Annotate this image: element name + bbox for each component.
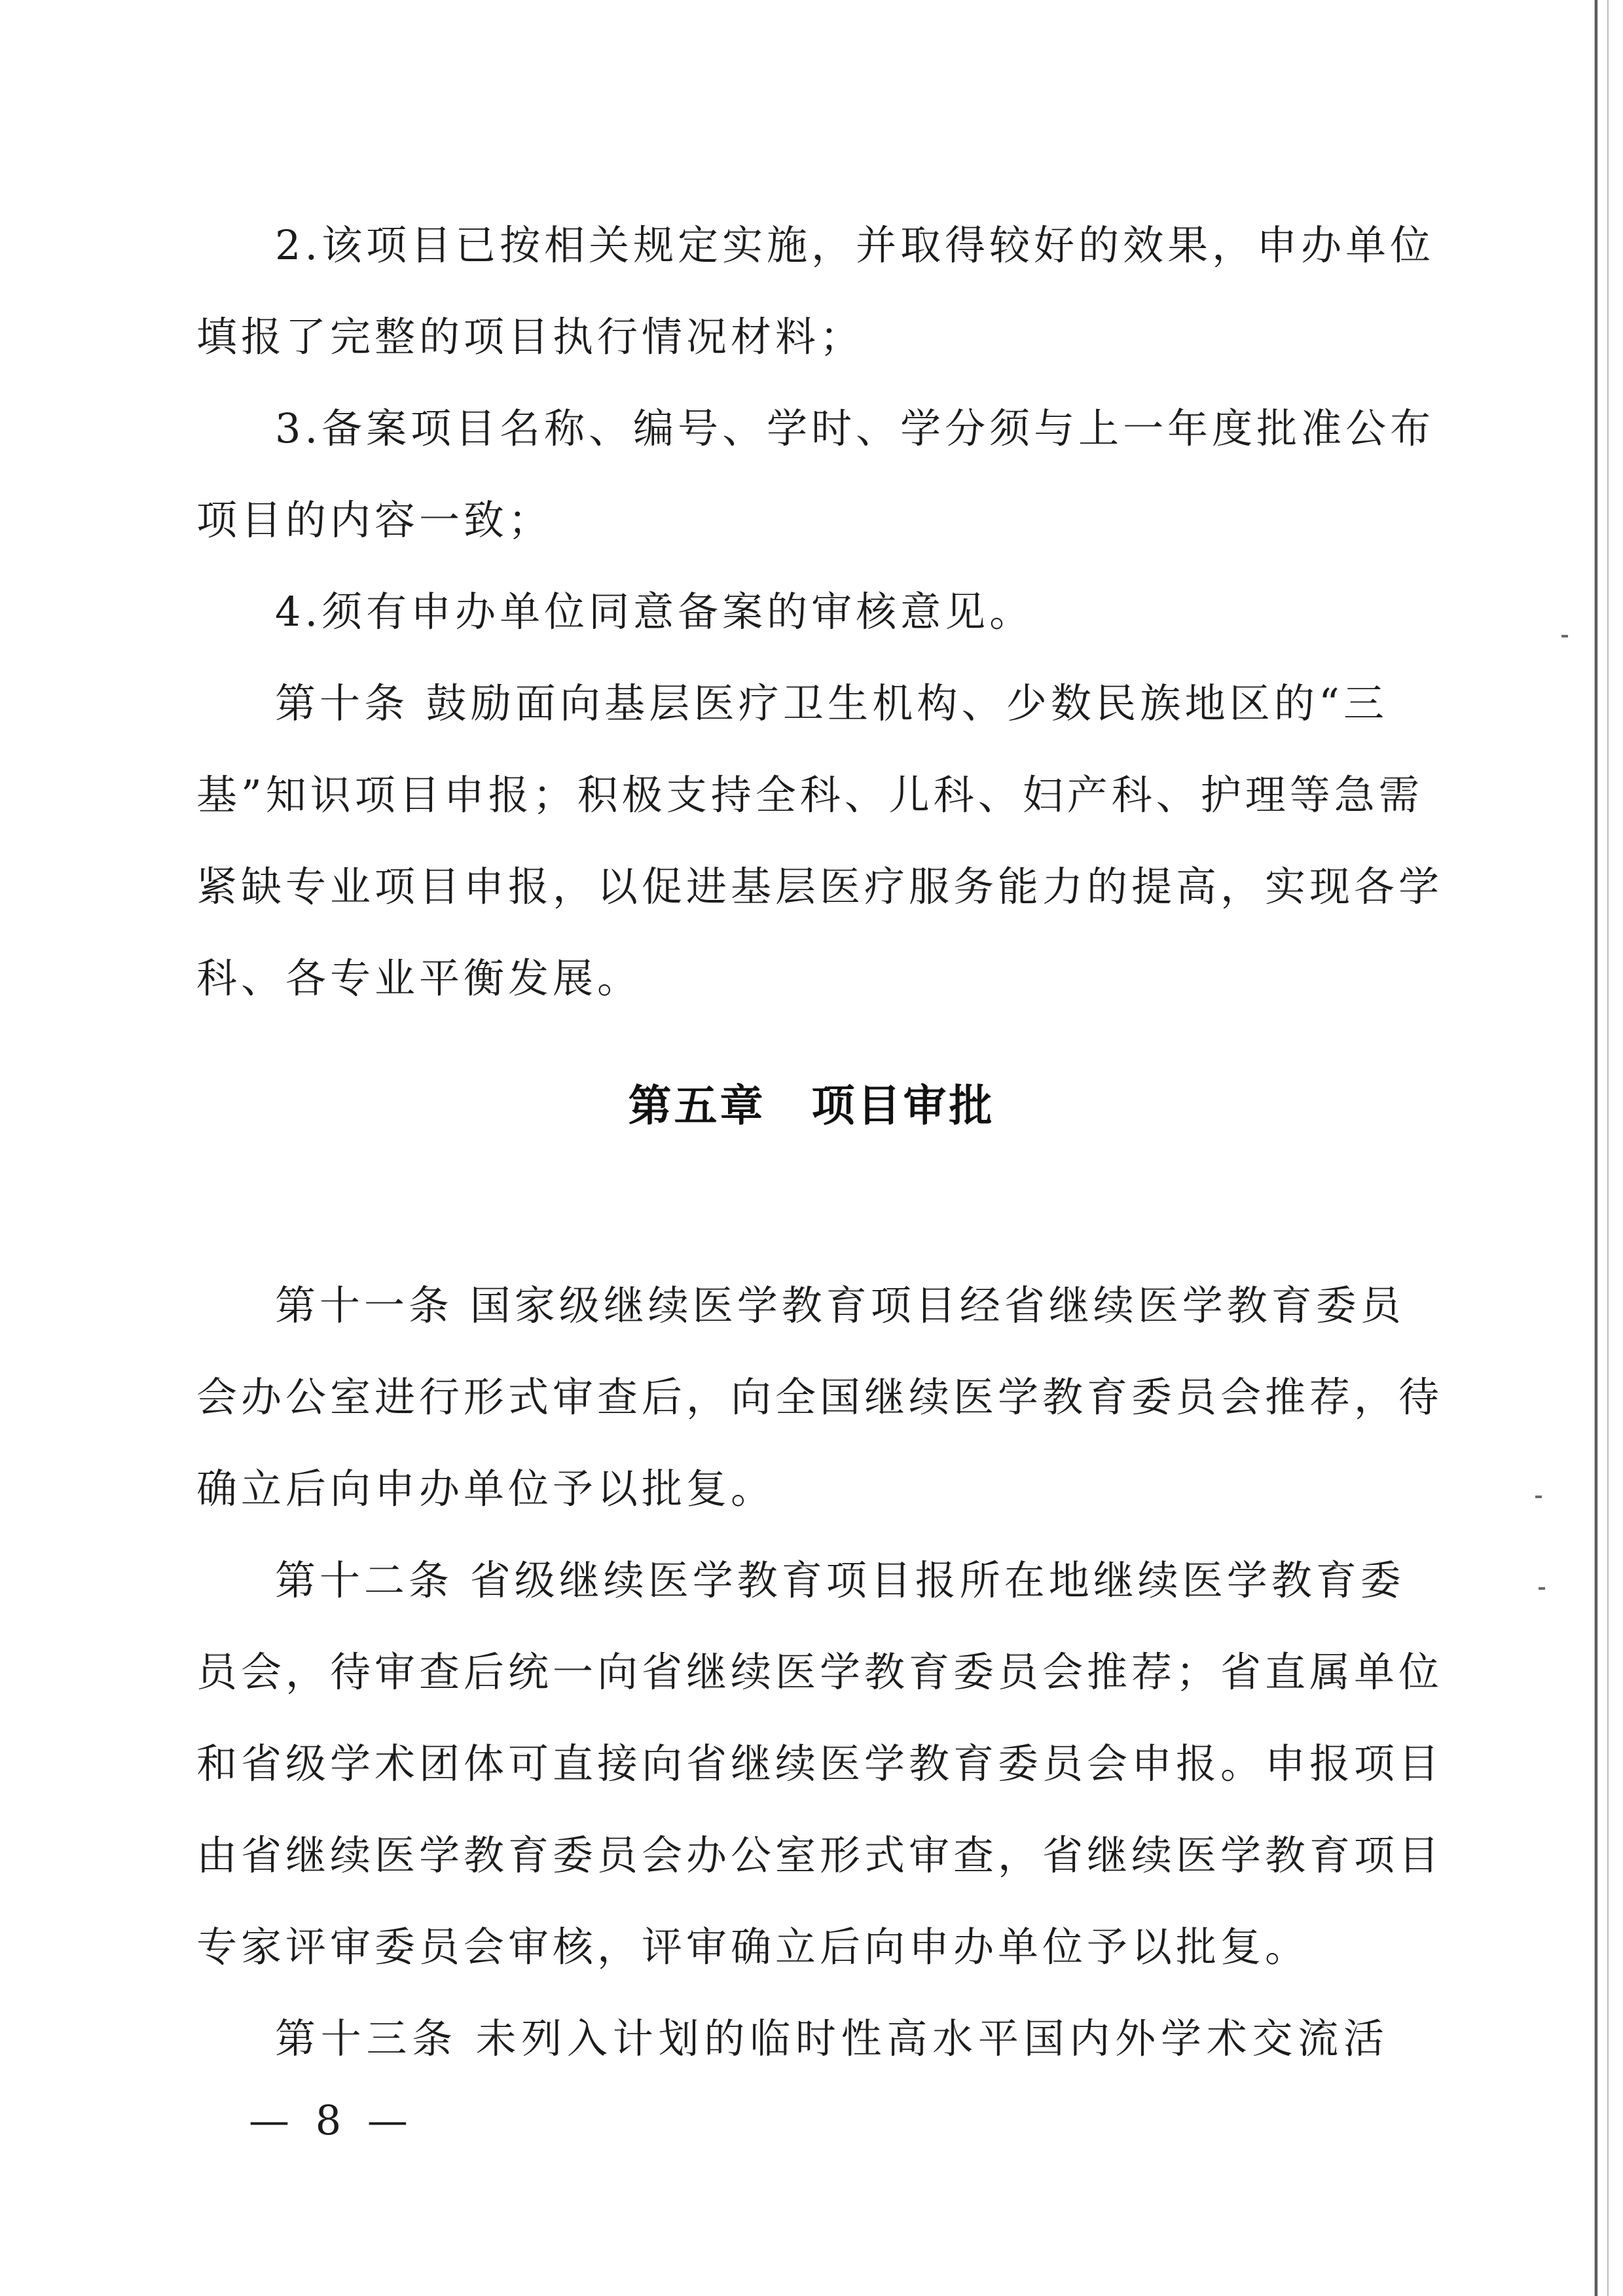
page-number: — 8 —	[249, 2096, 414, 2144]
article-line: 第十三条 未列入计划的临时性高水平国内外学术交流活	[275, 2015, 1388, 2062]
article-line: 确立后向申办单位予以批复。	[196, 1465, 776, 1513]
paragraph-line: 第十条 鼓励面向基层医疗卫生机构、少数民族地区的“三	[275, 679, 1388, 727]
article-line: 员会，待审查后统一向省继续医学教育委员会推荐；省直属单位	[196, 1648, 1444, 1696]
scan-speck	[1535, 1496, 1542, 1498]
paragraph-line: 基”知识项目申报；积极支持全科、儿科、妇产科、护理等急需	[196, 771, 1423, 819]
paragraph-line: 填报了完整的项目执行情况材料；	[196, 313, 865, 361]
paragraph-line: 项目的内容一致；	[196, 496, 553, 544]
article-line: 第十一条 国家级继续医学教育项目经省继续医学教育委员	[275, 1282, 1405, 1329]
paragraph-line: 3.备案项目名称、编号、学时、学分须与上一年度批准公布	[275, 404, 1435, 452]
paragraph-line: 4.须有申办单位同意备案的审核意见。	[275, 588, 1034, 636]
chapter-number: 第五章	[628, 1081, 766, 1131]
paragraph-line: 紧缺专业项目申报，以促进基层医疗服务能力的提高，实现各学	[196, 863, 1444, 910]
chapter-heading	[0, 1077, 1623, 1136]
article-line: 由省继续医学教育委员会办公室形式审查，省继续医学教育项目	[196, 1831, 1444, 1879]
scan-speck	[1561, 635, 1568, 637]
scan-edge-artifact	[1594, 0, 1598, 2296]
article-line: 会办公室进行形式审查后，向全国继续医学教育委员会推荐，待	[196, 1373, 1444, 1421]
paragraph-line: 2.该项目已按相关规定实施，并取得较好的效果，申办单位	[275, 221, 1435, 269]
article-line: 和省级学术团体可直接向省继续医学教育委员会申报。申报项目	[196, 1740, 1444, 1787]
article-line: 专家评审委员会审核，评审确立后向申办单位予以批复。	[196, 1923, 1310, 1971]
scan-speck	[1539, 1587, 1545, 1590]
article-line: 第十二条 省级继续医学教育项目报所在地继续医学教育委	[275, 1556, 1405, 1604]
paragraph-line: 科、各专业平衡发展。	[196, 954, 642, 1002]
scan-edge-artifact-thin	[1607, 0, 1609, 2296]
chapter-title: 项目审批	[811, 1081, 995, 1131]
